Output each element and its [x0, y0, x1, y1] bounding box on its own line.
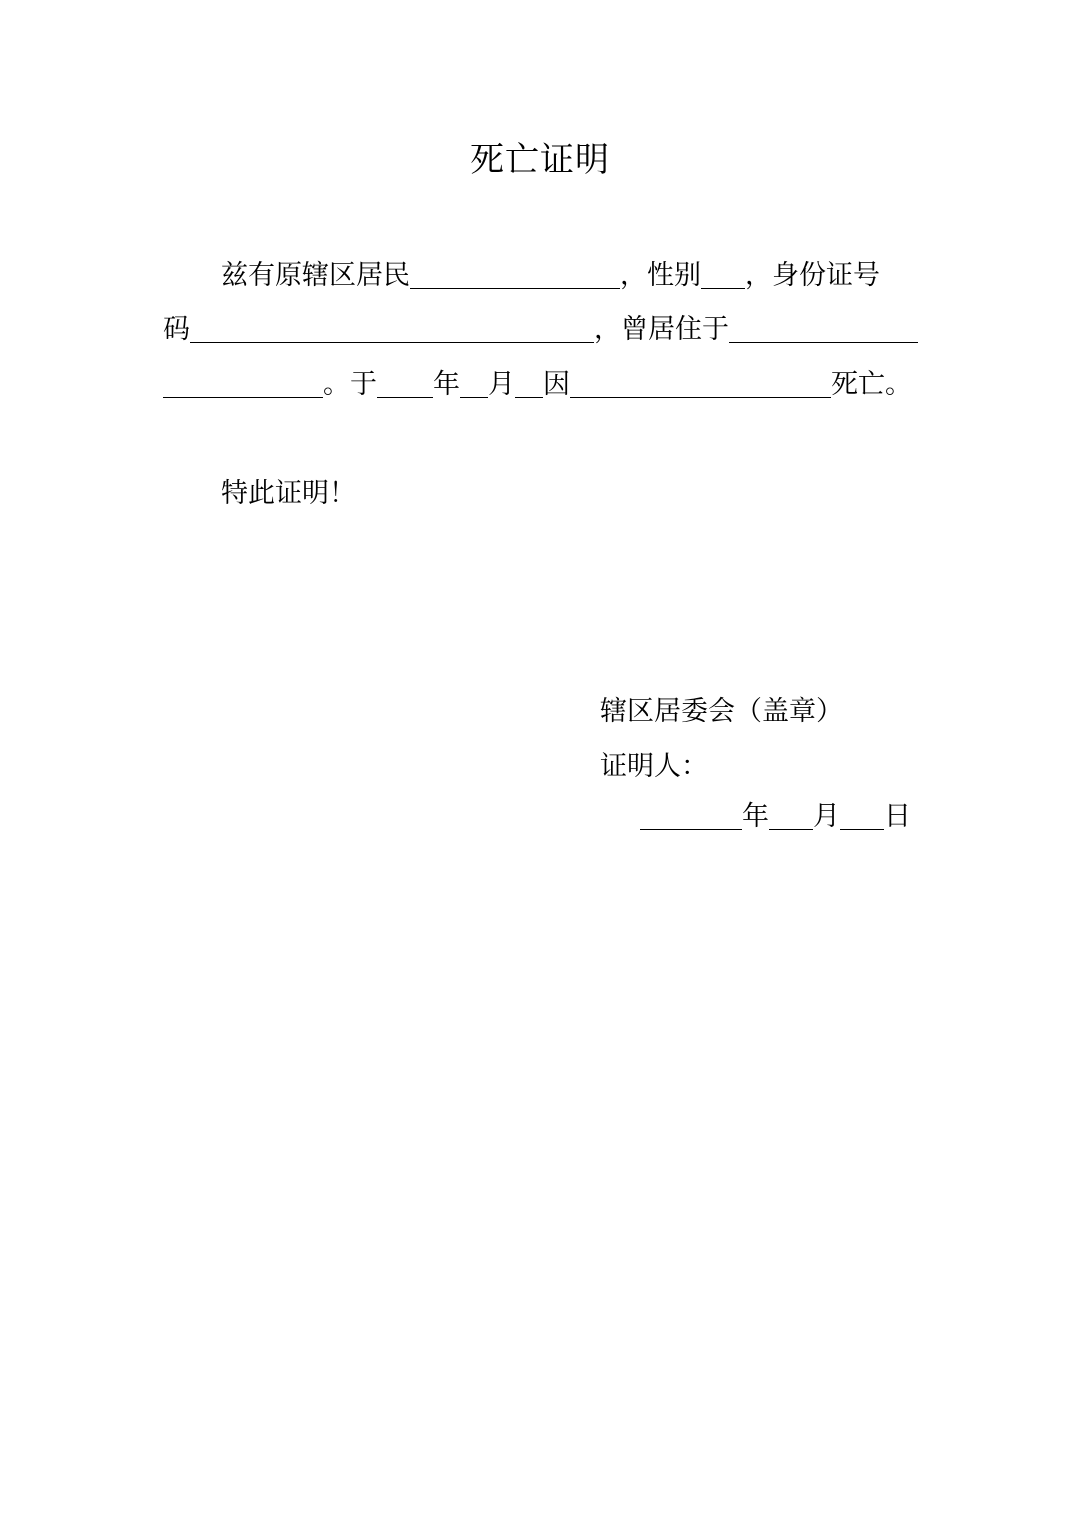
death-year-blank: [377, 369, 433, 398]
paragraph-line-1: [163, 258, 918, 294]
closing-statement: 特此证明！: [221, 478, 356, 509]
residence-blank-continued: [163, 369, 323, 398]
death-month-label: 月: [488, 369, 515, 400]
signature-year-blank: [640, 801, 742, 830]
signature-date-line: [640, 799, 911, 835]
death-month-blank: [460, 369, 488, 398]
gender-label: ，性别: [620, 260, 701, 291]
resident-prefix-text: 兹有原辖区居民: [221, 260, 410, 291]
resident-name-blank: [410, 260, 620, 289]
gender-blank: [701, 260, 745, 289]
signature-month-blank: [769, 801, 813, 830]
id-number-label-continued: 码: [163, 314, 190, 345]
paragraph-line-2: [163, 312, 918, 348]
signature-year-label: 年: [742, 801, 769, 832]
death-date-label: 。于: [323, 369, 377, 400]
signature-day-label: 日: [884, 801, 911, 832]
signature-month-label: 月: [813, 801, 840, 832]
death-year-label: 年: [433, 369, 460, 400]
death-suffix-text: 死亡。: [831, 369, 912, 400]
signature-day-blank: [840, 801, 884, 830]
certifier-label: 证明人：: [600, 751, 708, 782]
document-title: 死亡证明: [470, 140, 610, 180]
committee-seal-label: 辖区居委会（盖章）: [600, 696, 843, 727]
id-number-label: ，身份证号: [745, 260, 880, 291]
id-number-blank: [190, 314, 594, 343]
cause-of-death-blank: [570, 369, 831, 398]
cause-label: 因: [543, 369, 570, 400]
death-day-blank: [515, 369, 543, 398]
residence-blank: [729, 314, 918, 343]
residence-label: ，曾居住于: [594, 314, 729, 345]
paragraph-line-3: [163, 367, 918, 403]
